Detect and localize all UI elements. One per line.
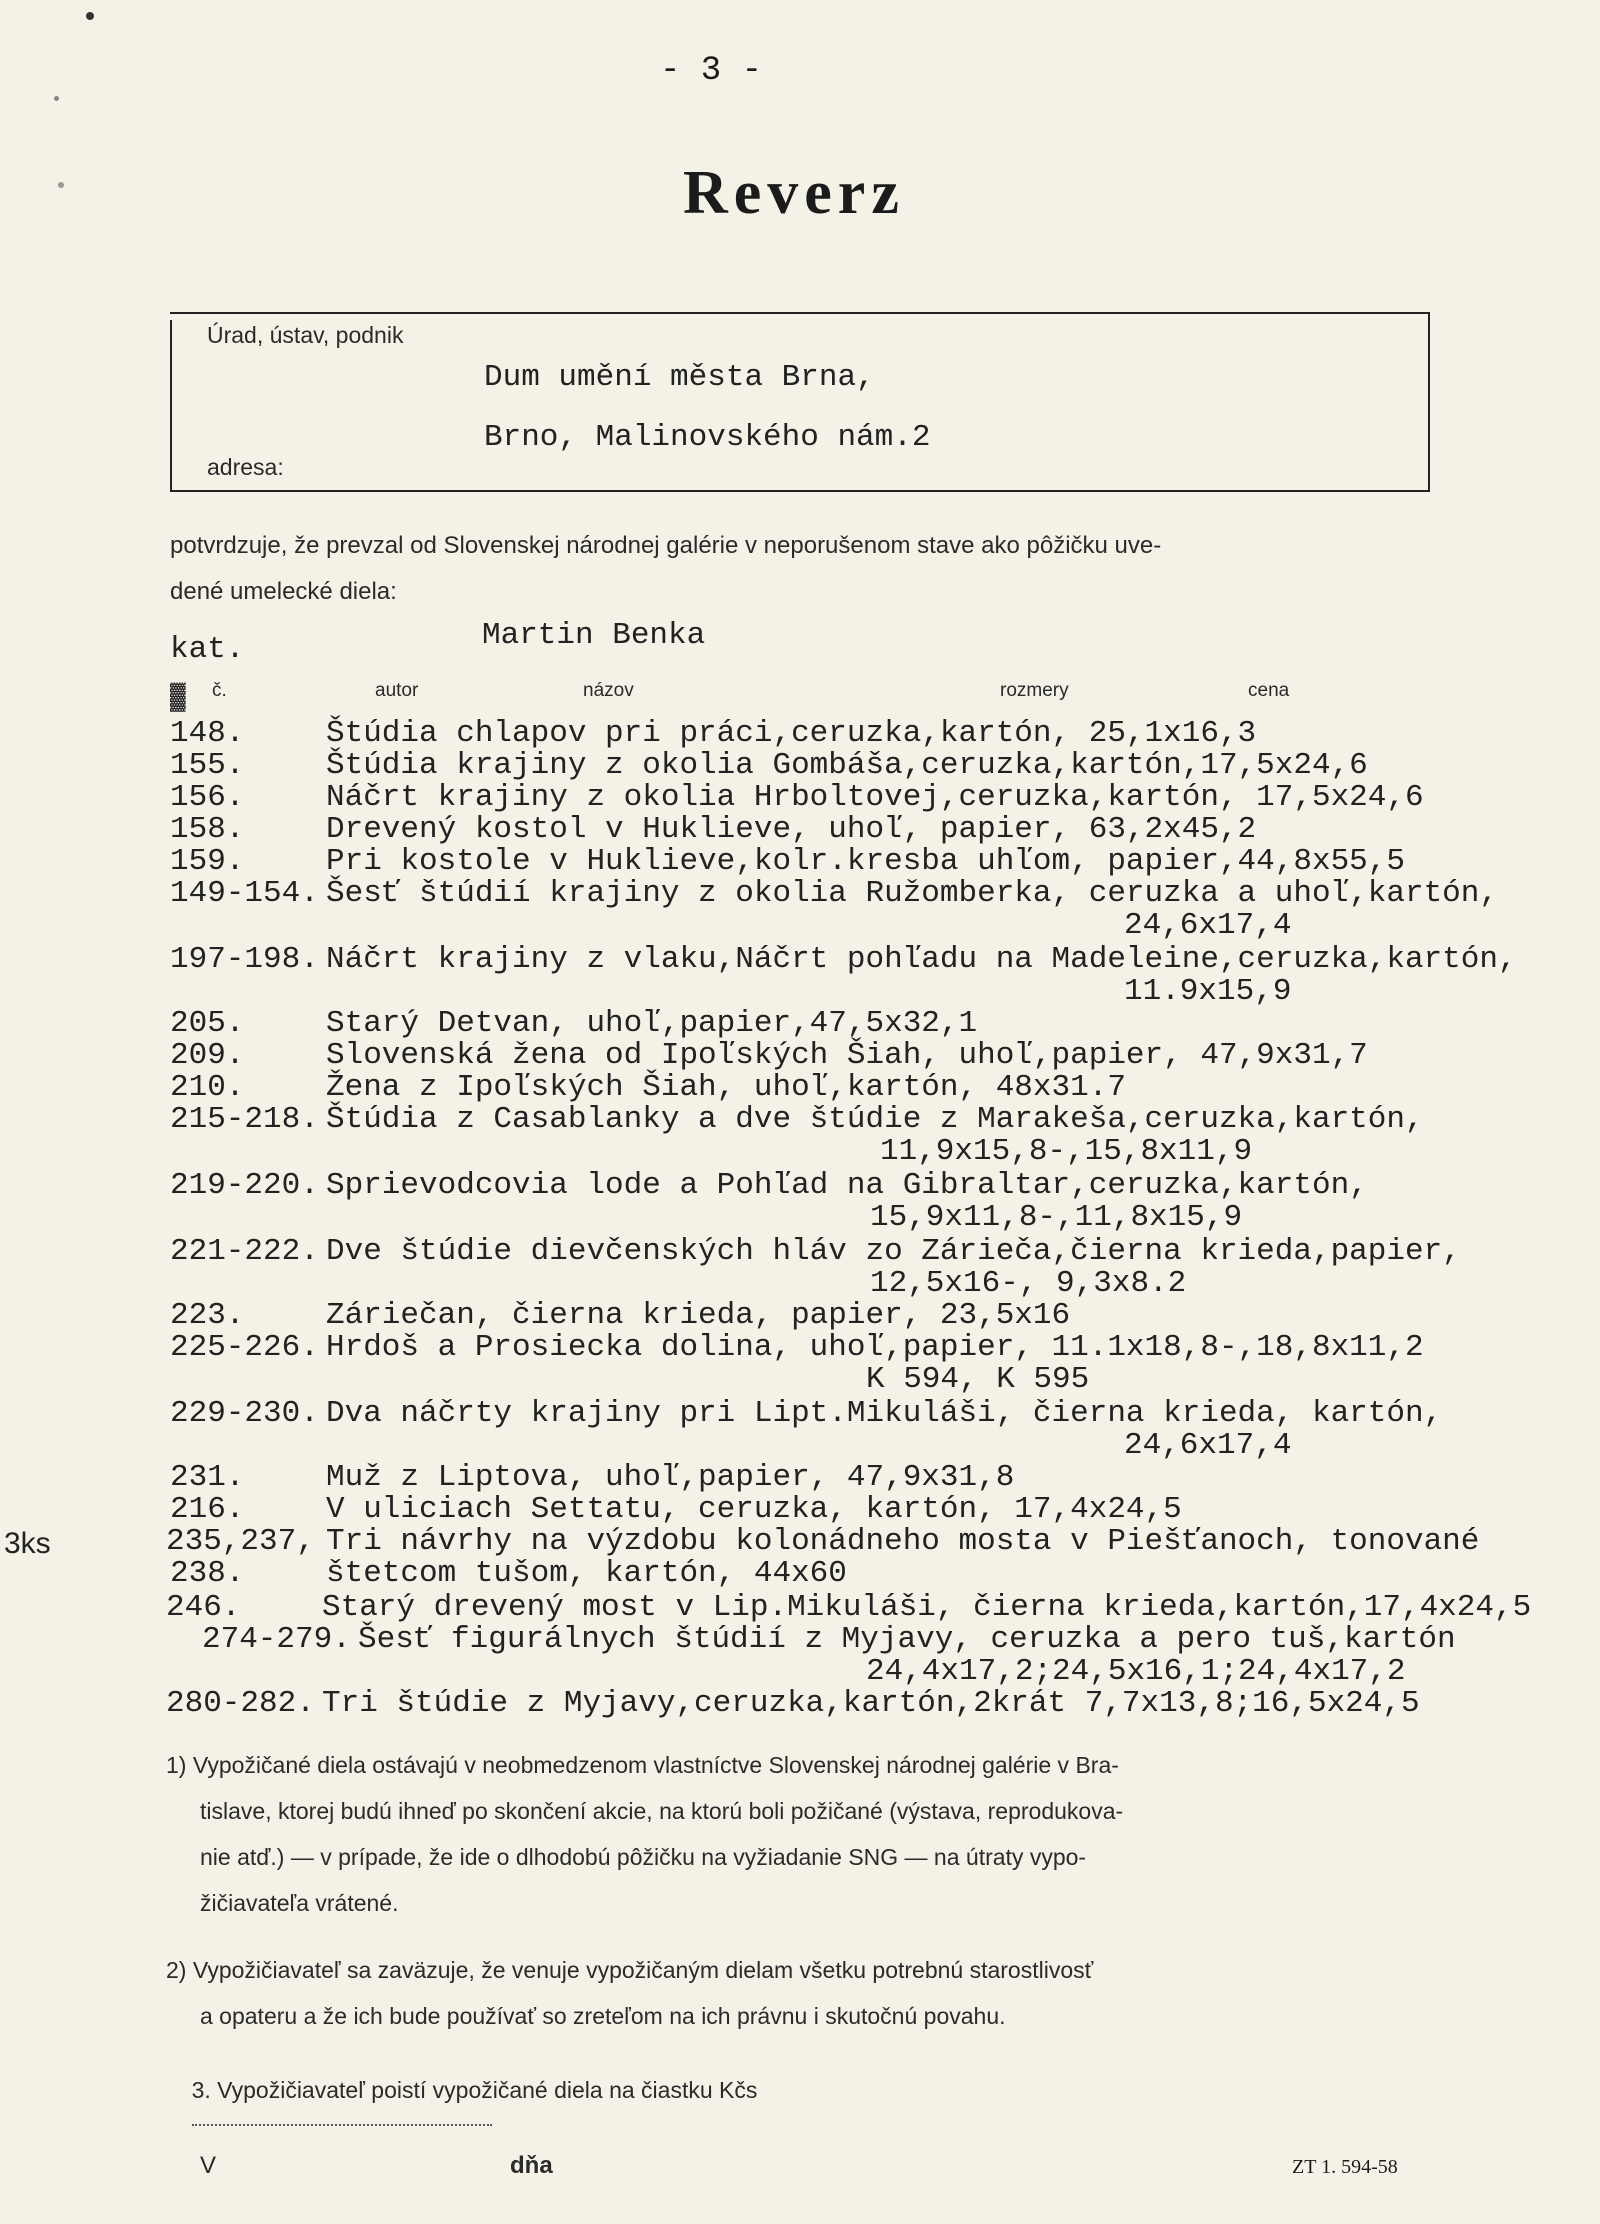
entry-text: Tri štúdie z Myjavy,ceruzka,kartón,2krát 7,7x13,8;16,5x24,5 <box>322 1686 1420 1721</box>
entry-text: Hrdoš a Prosiecka dolina, uhoľ,papier, 11.1x18,8-,18,8x11,2 <box>326 1330 1424 1365</box>
header-autor: autor <box>375 680 419 701</box>
footer-date: dňa <box>510 2152 553 2179</box>
entry-text: Pri kostole v Huklieve,kolr.kresba uhľom, papier,44,8x55,5 <box>326 844 1405 879</box>
entry-text: štetcom tušom, kartón, 44x60 <box>326 1556 847 1591</box>
entry-num: 221-222. <box>170 1234 319 1269</box>
entry-num: 149-154. <box>170 876 319 911</box>
entry-text: Štúdia z Casablanky a dve štúdie z Marakeša,ceruzka,kartón, <box>326 1102 1424 1137</box>
header-nazov: názov <box>583 680 634 701</box>
intro-line-2: dené umelecké diela: <box>170 578 397 605</box>
entry-text: Drevený kostol v Huklieve, uhoľ, papier, 63,2x45,2 <box>326 812 1257 847</box>
entry-num: 215-218. <box>170 1102 319 1137</box>
address-label: adresa: <box>207 454 284 480</box>
entry-num: 158. <box>170 812 245 847</box>
kat-label: kat. <box>170 632 245 667</box>
entry-num: 219-220. <box>170 1168 319 1203</box>
entry-text-continued: 11.9x15,9 <box>1124 974 1292 1009</box>
entry-num: 280-282. <box>166 1686 315 1721</box>
entry-text: Záriečan, čierna krieda, papier, 23,5x16 <box>326 1298 1071 1333</box>
entry-text: Sprievodcovia lode a Pohľad na Gibraltar,ceruzka,kartón, <box>326 1168 1368 1203</box>
entry-text: Dva náčrty krajiny pri Lipt.Mikuláši, čierna krieda, kartón, <box>326 1396 1443 1431</box>
entry-text: Náčrt krajiny z okolia Hrboltovej,ceruzka,kartón, 17,5x24,6 <box>326 780 1424 815</box>
margin-note: 3ks <box>4 1527 51 1560</box>
entry-text: Žena z Ipoľských Šiah, uhoľ,kartón, 48x31.7 <box>326 1070 1126 1105</box>
entry-text: Štúdia krajiny z okolia Gombáša,ceruzka,kartón,17,5x24,6 <box>326 748 1368 783</box>
entry-num: 159. <box>170 844 245 879</box>
entry-text: Dve štúdie dievčenských hláv zo Záriečа,čierna krieda,papier, <box>326 1234 1461 1269</box>
condition-1-line: 1) Vypožičané diela ostávajú v neobmedzenom vlastníctve Slovenskej národnej galérie v Bra- <box>166 1752 1119 1778</box>
entry-text-continued: 24,4x17,2;24,5x16,1;24,4x17,2 <box>866 1654 1406 1689</box>
entry-text: Náčrt krajiny z vlaku,Náčrt pohľadu na Madeleine,ceruzka,kartón, <box>326 942 1517 977</box>
entry-num: 156. <box>170 780 245 815</box>
intro-line-1: potvrdzuje, že prevzal od Slovenskej národnej galérie v neporušenom stave ako pôžičku uve- <box>170 532 1162 559</box>
entry-num: 197-198. <box>170 942 319 977</box>
entry-text-continued: 24,6x17,4 <box>1124 1428 1292 1463</box>
office-name: Dum umění města Brna, <box>484 360 875 395</box>
condition-1-line: nie atď.) — v prípade, že ide o dlhodobú pôžičku na vyžiadanie SNG — na útraty vypo- <box>200 1844 1087 1870</box>
entry-text: Tri návrhy na výzdobu kolonádneho mosta v Piešťanoch, tonované <box>326 1524 1480 1559</box>
header-cislo: č. <box>212 680 227 701</box>
office-label: Úrad, ústav, podnik <box>207 322 404 348</box>
entry-text: Štúdia chlapov pri práci,ceruzka,kartón, 25,1x16,3 <box>326 716 1257 751</box>
entry-num: 225-226. <box>170 1330 319 1365</box>
entry-num: 231. <box>170 1460 245 1495</box>
entry-num: 238. <box>170 1556 245 1591</box>
entry-text-continued: 15,9x11,8-,11,8x15,9 <box>870 1200 1243 1235</box>
entry-num: 210. <box>170 1070 245 1105</box>
entry-num: 246. <box>166 1590 241 1625</box>
author-name: Martin Benka <box>482 618 706 653</box>
entry-text: Slovenská žena od Ipoľských Šiah, uhoľ,papier, 47,9x31,7 <box>326 1038 1368 1073</box>
entry-num: 148. <box>170 716 245 751</box>
entry-text: V uliciach Settatu, ceruzka, kartón, 17,4x24,5 <box>326 1492 1182 1527</box>
condition-1-line: žičiavateľa vrátené. <box>200 1890 399 1916</box>
entry-num: 229-230. <box>170 1396 319 1431</box>
entry-num: 216. <box>170 1492 245 1527</box>
document-title: Reverz <box>683 159 905 227</box>
footer-place: V <box>200 2152 217 2179</box>
condition-3-text: 3. Vypožičiavateľ poistí vypožičané diela na čiastku Kčs <box>191 2077 758 2103</box>
entry-num: 235,237, <box>166 1524 315 1559</box>
entry-text: Starý Detvan, uhoľ,papier,47,5x32,1 <box>326 1006 978 1041</box>
amount-blank-field <box>192 2104 492 2126</box>
entry-text: Šesť štúdií krajiny z okolia Ružomberka, ceruzka a uhoľ,kartón, <box>326 876 1498 911</box>
header-rozmery: rozmery <box>1000 680 1069 701</box>
entry-text-continued: 12,5x16-, 9,3x8.2 <box>870 1266 1187 1301</box>
form-code: ZT 1. 594-58 <box>1292 2156 1398 2178</box>
entry-num: 223. <box>170 1298 245 1333</box>
entry-text-continued: 11,9x15,8-,15,8x11,9 <box>880 1134 1253 1169</box>
condition-2-line: a opateru a že ich bude používať so zreteľom na ich právnu i skutočnú povahu. <box>200 2003 1006 2029</box>
condition-2-line: 2) Vypožičiavateľ sa zaväzuje, že venuje vypožičaným dielam všetku potrebnú starostlivosť <box>166 1957 1094 1983</box>
margin-dot <box>86 12 94 20</box>
entry-text-continued: 24,6x17,4 <box>1124 908 1292 943</box>
condition-3 <box>166 2050 757 2159</box>
entry-text-continued: K 594, K 595 <box>866 1362 1090 1397</box>
margin-dot <box>58 182 64 188</box>
page-number: - 3 - <box>660 52 763 90</box>
header-mark: ▓ <box>170 682 186 712</box>
entry-num: 209. <box>170 1038 245 1073</box>
condition-1-line: tislave, ktorej budú ihneď po skončení akcie, na ktorú boli požičané (výstava, reprodukova- <box>200 1798 1124 1824</box>
entry-text: Šesť figurálnych štúdií z Myjavy, ceruzka a pero tuš,kartón <box>358 1622 1456 1657</box>
entry-text: Muž z Liptova, uhoľ,papier, 47,9x31,8 <box>326 1460 1015 1495</box>
margin-dot <box>54 96 59 101</box>
entry-num: 274-279. <box>202 1622 351 1657</box>
office-address: Brno, Malinovského nám.2 <box>484 420 931 455</box>
entry-num: 155. <box>170 748 245 783</box>
entry-num: 205. <box>170 1006 245 1041</box>
header-cena: cena <box>1248 680 1290 701</box>
entry-text: Starý drevený most v Lip.Mikuláši, čierna krieda,kartón,17,4x24,5 <box>322 1590 1532 1625</box>
